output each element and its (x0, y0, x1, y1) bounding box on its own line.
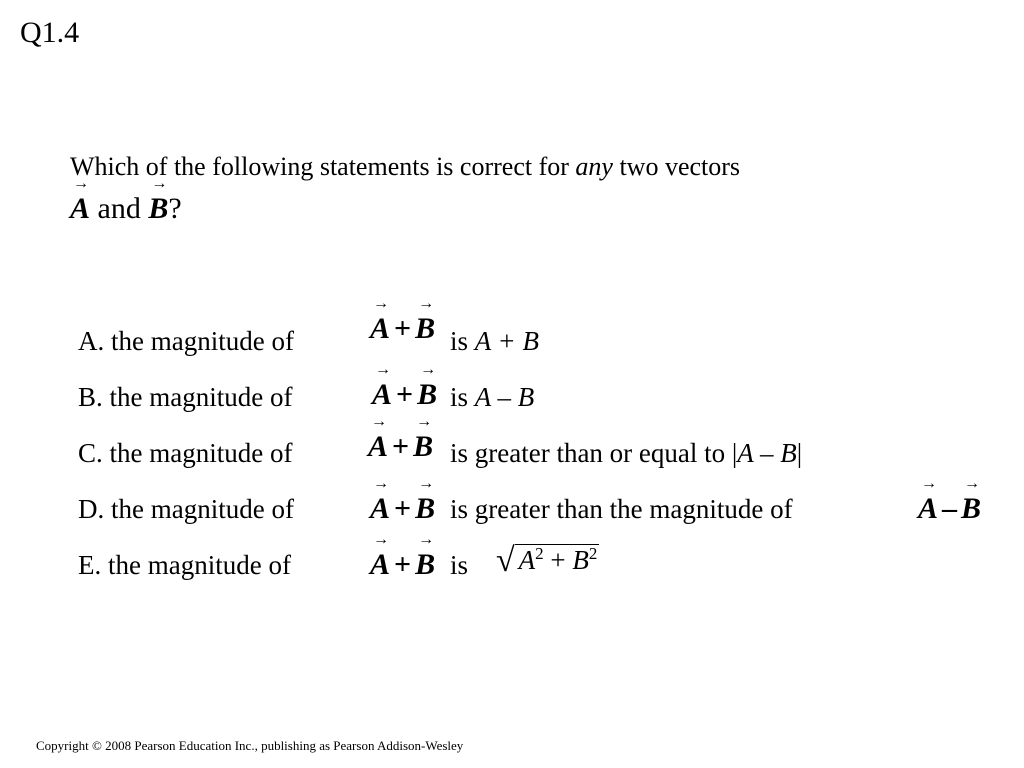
copyright-footer: Copyright © 2008 Pearson Education Inc., publishing as Pearson Addison-Wesley (36, 738, 464, 753)
sqrt-plus: + (550, 545, 566, 575)
option-e-vec1: → A (370, 548, 390, 582)
option-b-vector-expression (372, 378, 437, 412)
question-prefix: Which of the following statements is correct for (70, 152, 569, 181)
option-a-italic: A + B (474, 326, 539, 356)
question-text (70, 152, 740, 182)
vector-b: → B (148, 192, 168, 226)
option-c-vec1: → A (368, 430, 388, 464)
option-b-vec2: → B (417, 378, 437, 412)
option-e-vec2: → B (415, 548, 435, 582)
option-d-vec4: → B (961, 492, 981, 526)
option-d-vector-difference (918, 492, 981, 526)
option-e-label: E. the magnitude of (78, 550, 291, 580)
option-e-vector-expression (370, 548, 435, 582)
option-d-label: D. the magnitude of (78, 494, 294, 524)
option-d-op: + (394, 492, 412, 525)
sqrt-icon: √ (496, 542, 515, 579)
question-and: and (97, 192, 141, 225)
sqrt-base-b: B (572, 545, 589, 575)
option-b-label: B. the magnitude of (78, 382, 293, 412)
option-c-statement (450, 438, 802, 469)
question-vectors (70, 192, 182, 226)
sqrt-exp-b: 2 (588, 544, 598, 563)
option-c-italic: A – B (737, 438, 797, 468)
sqrt-radicand (515, 544, 600, 575)
option-b-statement (450, 382, 534, 413)
option-d-vec1: → A (370, 492, 390, 526)
question-suffix: two vectors (619, 152, 741, 181)
option-c-label: C. the magnitude of (78, 438, 293, 468)
option-b-text: is (450, 382, 469, 412)
option-c-vector-expression (368, 430, 433, 464)
slide-number: Q1.4 (20, 16, 80, 49)
option-d-vec2: → B (415, 492, 435, 526)
sqrt-exp-a: 2 (535, 544, 544, 563)
option-c-op: + (392, 430, 410, 463)
option-a-statement (450, 326, 539, 357)
option-a-vec2: → B (415, 312, 435, 346)
option-c-vec2: → B (413, 430, 433, 464)
option-c-text: is greater than or equal to | (450, 438, 738, 468)
option-a-vec1: → A (370, 312, 390, 346)
option-a-label: A. the magnitude of (78, 326, 294, 356)
option-c-tail: | (796, 438, 803, 468)
option-d-vector-expression (370, 492, 435, 526)
option-b-vec1: → A (372, 378, 392, 412)
option-d-vec3: → A (918, 492, 938, 526)
option-e-op: + (394, 548, 412, 581)
option-b-op: + (396, 378, 414, 411)
sqrt-base-a: A (518, 545, 536, 575)
option-e-statement: is (450, 550, 469, 580)
question-mark: ? (168, 192, 182, 225)
vector-a: → A (70, 192, 90, 226)
question-emphasis: any (575, 152, 613, 181)
option-a-vector-expression (370, 312, 435, 346)
option-d-statement: is greater than the magnitude of (450, 494, 793, 524)
option-a-op: + (394, 312, 412, 345)
option-a-text: is (450, 326, 469, 356)
option-e-square-root (496, 542, 599, 580)
option-d-op2: – (942, 492, 958, 525)
option-b-italic: A – B (474, 382, 535, 412)
